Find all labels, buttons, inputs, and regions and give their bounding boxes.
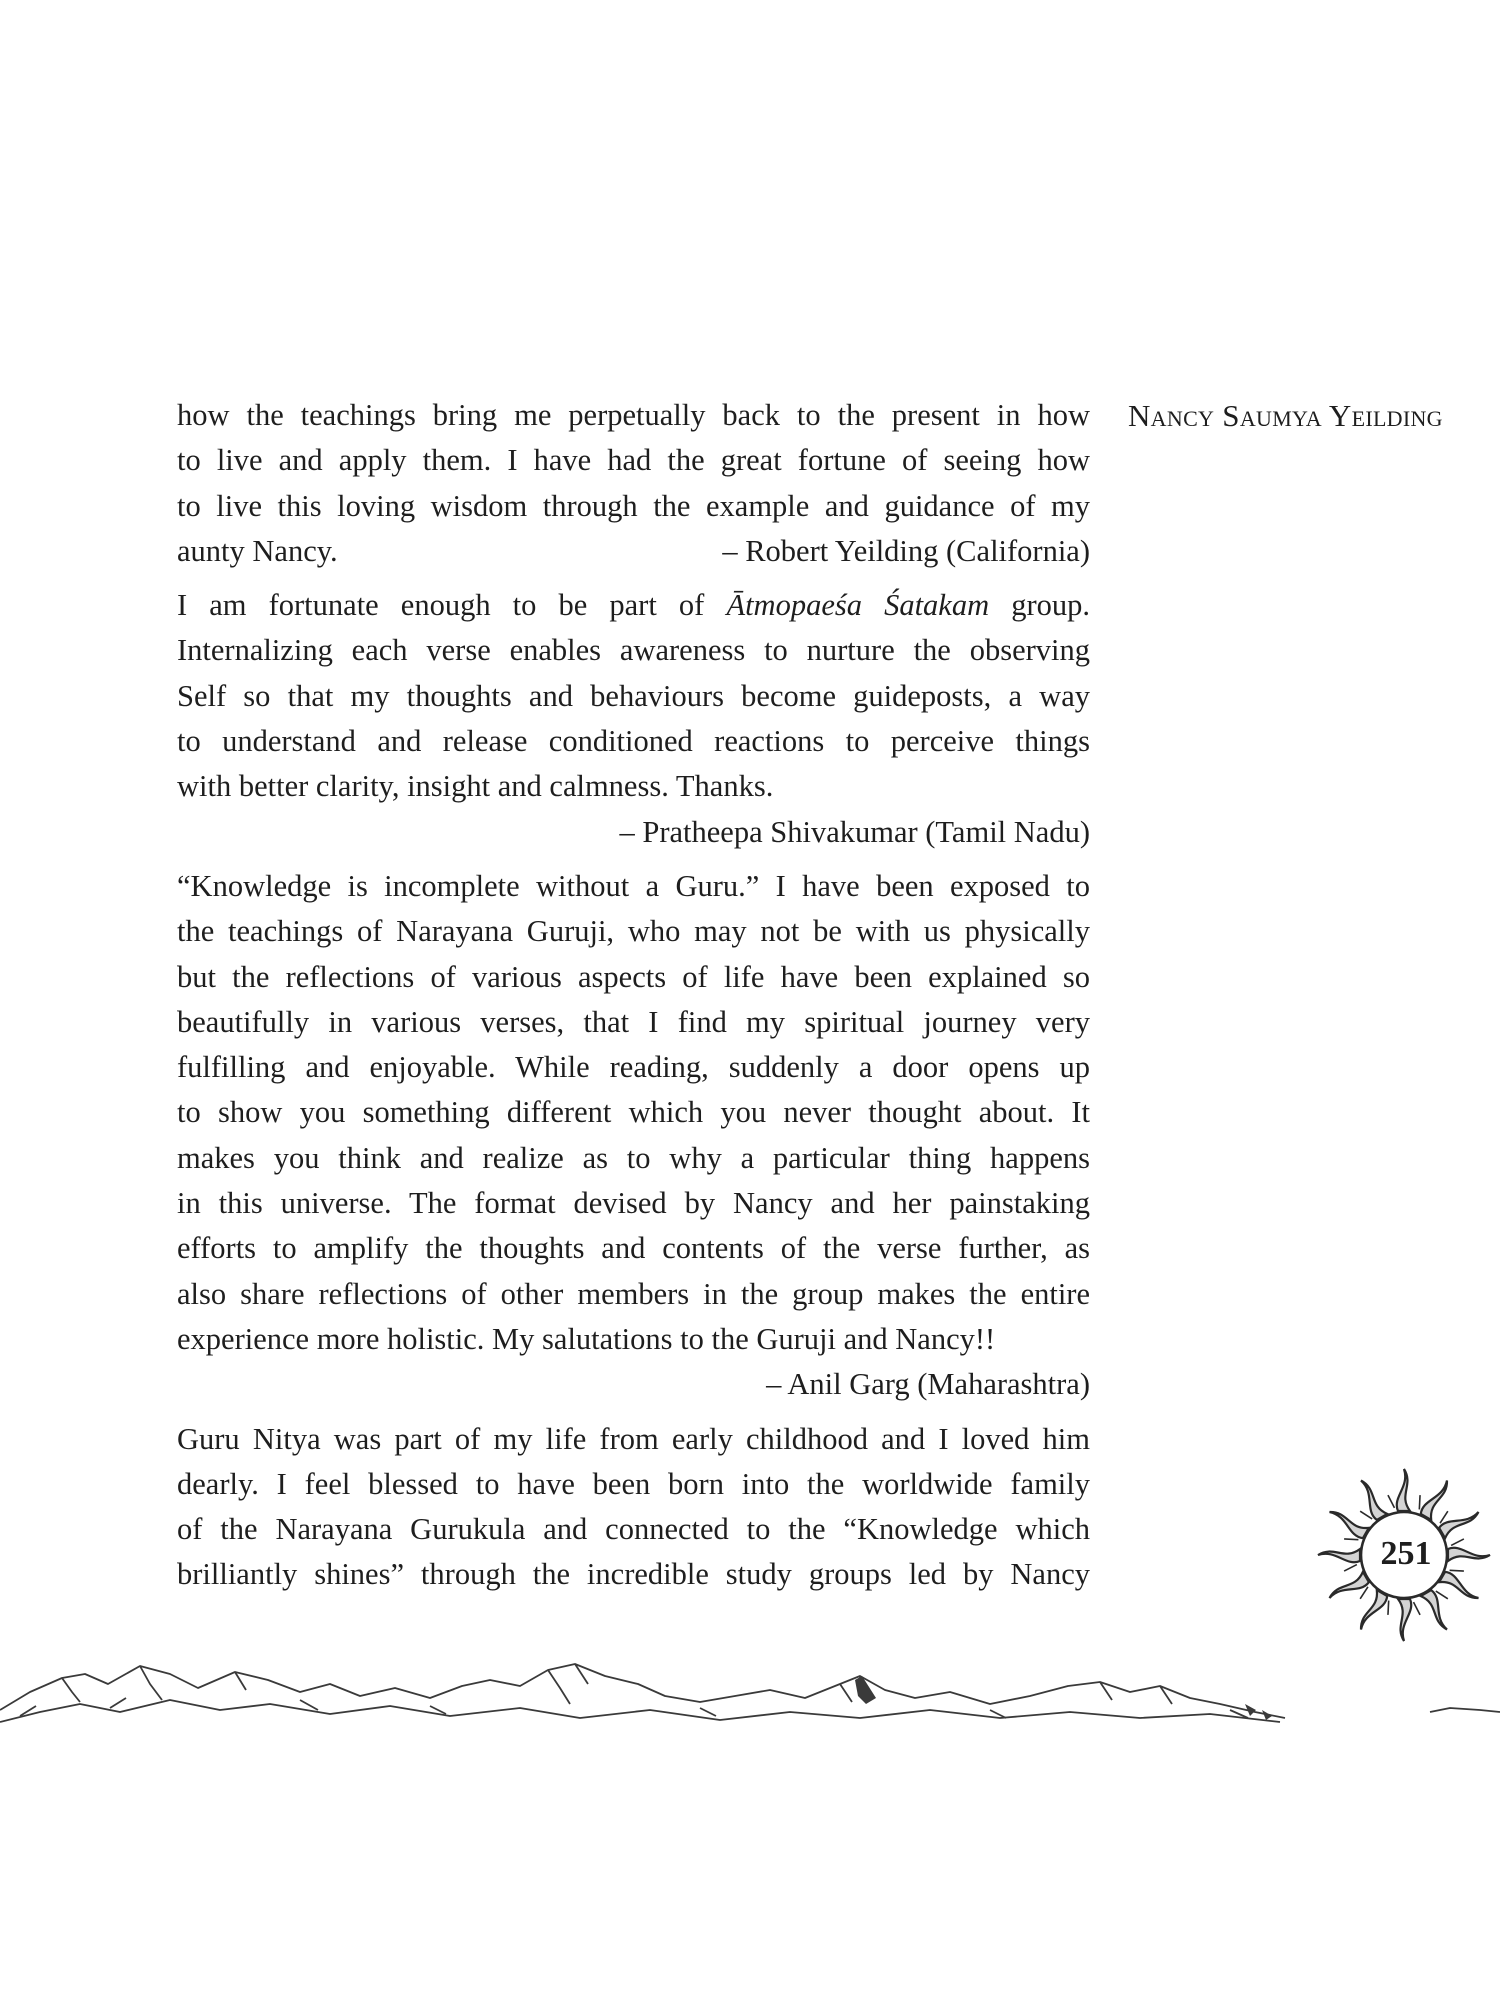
paragraph-line: of the Narayana Gurukula and connected to the “Knowledge which	[177, 1512, 1090, 1547]
paragraph-line	[177, 583, 1090, 628]
reflection-anil	[177, 864, 1090, 1408]
paragraph-line: to live and apply them. I have had the great fortune of seeing how	[177, 443, 1090, 478]
line-text: group.	[1011, 588, 1091, 623]
paragraph-line: brilliantly shines” through the incredible study groups led by Nancy	[177, 1557, 1090, 1592]
running-head: Nancy Saumya Yeilding	[1128, 398, 1443, 433]
page-body	[177, 393, 1090, 1598]
reflection-continued	[177, 1417, 1090, 1598]
paragraph-line: “Knowledge is incomplete without a Guru.” I have been exposed to	[177, 868, 1090, 903]
paragraph-line: to show you something different which you never thought about. It	[177, 1095, 1090, 1130]
paragraph-line: in this universe. The format devised by Nancy and her painstaking	[177, 1186, 1090, 1221]
paragraph-line: Internalizing each verse enables awareness to nurture the observing	[177, 633, 1090, 668]
paragraph-line: Self so that my thoughts and behaviours become guideposts, a way	[177, 678, 1090, 713]
paragraph-line: the teachings of Narayana Guruji, who may not be with us physically	[177, 914, 1090, 949]
book-title: Ātmopaeśa Śatakam	[726, 588, 990, 623]
closing-line	[177, 529, 1090, 574]
paragraph-line: aunty Nancy.	[177, 533, 338, 568]
reflection-robert	[177, 393, 1090, 574]
paragraph-line: dearly. I feel blessed to have been born into the worldwide family	[177, 1466, 1090, 1501]
attribution: – Pratheepa Shivakumar (Tamil Nadu)	[619, 814, 1090, 849]
attribution: – Robert Yeilding (California)	[722, 533, 1090, 568]
paragraph-line: makes you think and realize as to why a particular thing happens	[177, 1140, 1090, 1175]
paragraph-line: fulfilling and enjoyable. While reading, suddenly a door opens up	[177, 1050, 1090, 1085]
reflection-pratheepa	[177, 583, 1090, 855]
paragraph-line: beautifully in various verses, that I find my spiritual journey very	[177, 1004, 1090, 1039]
page-number: 251	[1380, 1535, 1432, 1572]
paragraph-line: experience more holistic. My salutations to the Guruji and Nancy!!	[177, 1321, 996, 1356]
paragraph-line: but the reflections of various aspects of life have been explained so	[177, 959, 1090, 994]
paragraph-line: how the teachings bring me perpetually back to the present in how	[177, 398, 1090, 432]
paragraph-line: with better clarity, insight and calmness. Thanks.	[177, 769, 774, 804]
line-text: I am fortunate enough to be part of	[177, 588, 705, 623]
paragraph-line: to understand and release conditioned reactions to perceive things	[177, 724, 1090, 759]
paragraph-line: efforts to amplify the thoughts and contents of the verse further, as	[177, 1231, 1090, 1266]
paragraph-line: Guru Nitya was part of my life from early childhood and I loved him	[177, 1421, 1090, 1456]
paragraph-line: to live this loving wisdom through the example and guidance of my	[177, 488, 1090, 523]
mountain-range-illustration	[0, 1600, 1500, 1725]
paragraph-line: also share reflections of other members in the group makes the entire	[177, 1276, 1090, 1311]
attribution: – Anil Garg (Maharashtra)	[766, 1367, 1090, 1402]
